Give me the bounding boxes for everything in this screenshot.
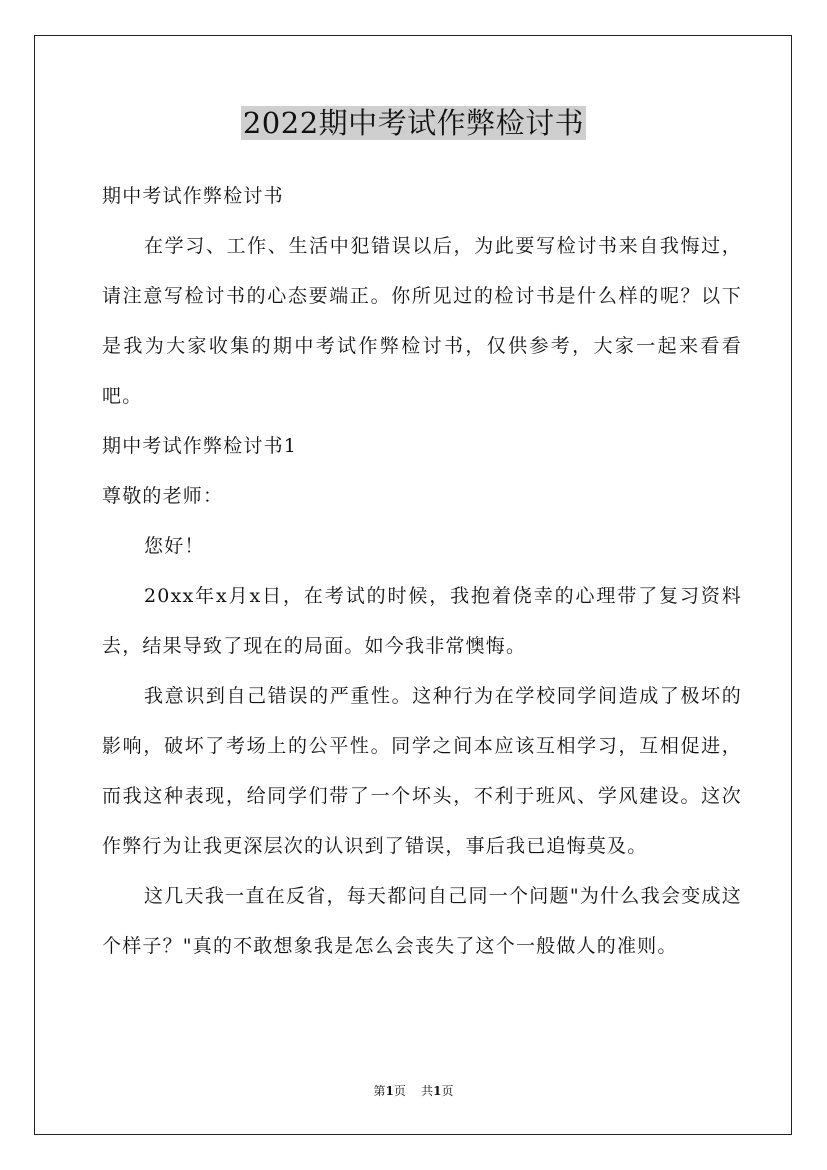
paragraph: 我意识到自己错误的严重性。这种行为在学校同学间造成了极坏的影响，破坏了考场上的公平性。同学之间本应该互相学习，互相促进，而我这种表现，给同学们带了一个坏头，不利于班风、学风建设。这次作弊行为让我更深层次的认识到了错误，事后我已追悔莫及。 — [102, 685, 742, 857]
page-current: 1 — [385, 1084, 394, 1098]
paragraph: 您好！ — [144, 535, 205, 557]
page-total — [421, 1084, 453, 1098]
document-title — [0, 103, 827, 143]
total-prefix: 共 — [421, 1084, 434, 1098]
page-prefix: 第 — [373, 1084, 386, 1098]
paragraph: 在学习、工作、生活中犯错误以后，为此要写检讨书来自我悔过，请注意写检讨书的心态要端正。你所见过的检讨书是什么样的呢？以下是我为大家收集的期中考试作弊检讨书，仅供参考，大家一起来看看吧。 — [102, 235, 742, 407]
page-suffix: 页 — [393, 1084, 406, 1098]
page-footer — [0, 1083, 827, 1099]
document-body — [102, 171, 742, 971]
total-count: 1 — [433, 1084, 442, 1098]
page-number — [373, 1084, 405, 1098]
paragraph: 尊敬的老师： — [102, 485, 224, 507]
document-title-text: 2022期中考试作弊检讨书 — [242, 106, 585, 140]
paragraph: 这几天我一直在反省，每天都问自己同一个问题"为什么我会变成这个样子？"真的不敢想象我是怎么会丧失了这个一般做人的准则。 — [102, 885, 742, 957]
paragraph: 期中考试作弊检讨书 — [102, 185, 284, 207]
paragraph: 20xx年x月x日，在考试的时候，我抱着侥幸的心理带了复习资料去，结果导致了现在的局面。如今我非常懊悔。 — [102, 585, 742, 657]
total-suffix: 页 — [441, 1084, 454, 1098]
paragraph: 期中考试作弊检讨书1 — [102, 435, 298, 457]
